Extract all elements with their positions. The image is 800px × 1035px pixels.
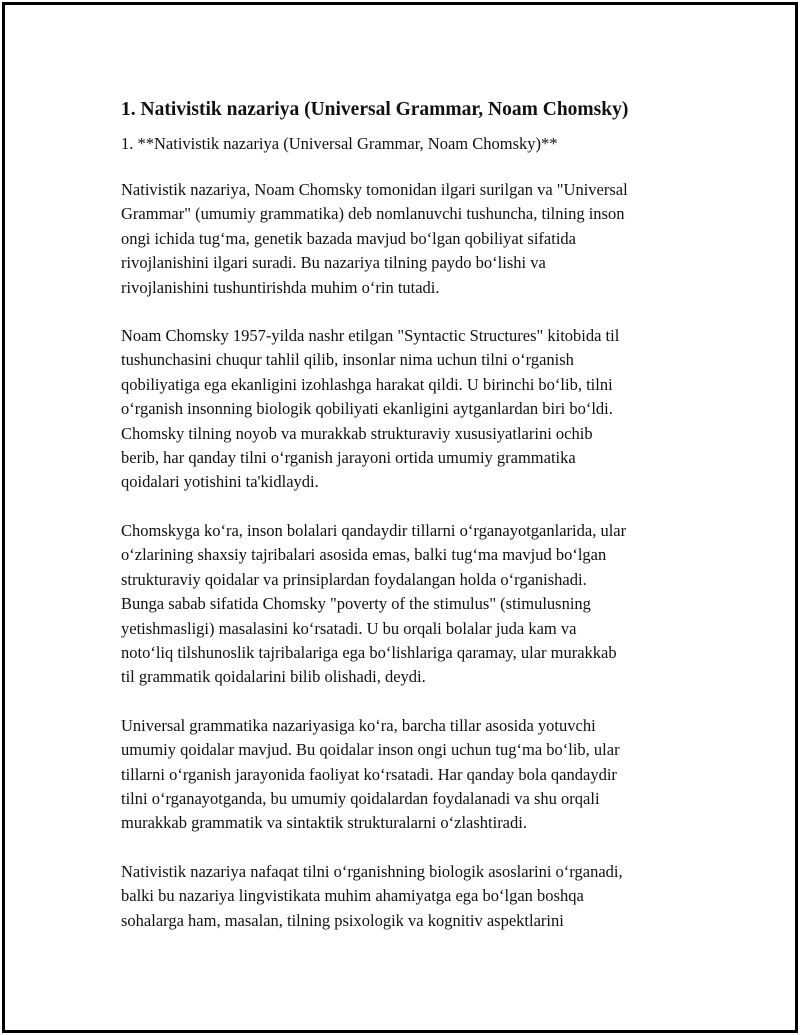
paragraph-line: Nativistik nazariya nafaqat tilni o‘rganishning biologik asoslarini o‘rganadi, [121,861,623,881]
paragraph-line: o‘zlarining shaxsiy tajribalari asosida emas, balki tug‘ma mavjud bo‘lgan [121,545,607,565]
paragraph-line: tilni o‘rganayotganda, bu umumiy qoidalardan foydalanadi va shu orqali [121,788,600,808]
paragraph-line: rivojlanishini tushuntirishda muhim o‘rin tutadi. [121,277,440,297]
paragraph-line: berib, har qanday tilni o‘rganish jarayoni ortida umumiy grammatika [121,448,576,468]
paragraph-3 [121,519,701,690]
paragraph-line: Chomsky tilning noyob va murakkab strukturaviy xususiyatlarini ochib [121,423,593,443]
paragraph-line: ongi ichida tug‘ma, genetik bazada mavjud bo‘lgan qobiliyat sifatida [121,228,576,248]
paragraph-1 [121,178,701,300]
paragraph-line: qobiliyatiga ega ekanligini izohlashga harakat qildi. U birinchi bo‘lib, tilni [121,374,613,394]
paragraph-line: Grammar" (umumiy grammatika) deb nomlanuvchi tushuncha, tilning inson [121,204,625,224]
paragraph-line: Universal grammatika nazariyasiga ko‘ra, barcha tillar asosida yotuvchi [121,715,596,735]
paragraph-line: rivojlanishini ilgari suradi. Bu nazariya tilning paydo bo‘lishi va [121,253,546,273]
paragraph-4 [121,714,701,836]
paragraph-line: umumiy qoidalar mavjud. Bu qoidalar inson ongi uchun tug‘ma bo‘lib, ular [121,740,620,760]
paragraph-2 [121,324,701,495]
paragraph-line: strukturaviy qoidalar va prinsiplardan foydalangan holda o‘rganishadi. [121,569,587,589]
page-frame [2,2,798,1033]
paragraph-line: Nativistik nazariya, Noam Chomsky tomonidan ilgari surilgan va "Universal [121,180,628,199]
paragraph-line: noto‘liq tilshunoslik tajribalariga ega bo‘lishlariga qaramay, ular murakkab [121,642,617,662]
paragraph-line: o‘rganish insonning biologik qobiliyati ekanligini aytganlardan biri bo‘ldi. [121,399,613,419]
document-title: 1. Nativistik nazariya (Universal Grammar, Noam Chomsky) [121,99,629,120]
document-body [121,97,701,957]
paragraph-line: qoidalari yotishini ta'kidlaydi. [121,472,319,492]
paragraph-line: Bunga sabab sifatida Chomsky "poverty of the stimulus" (stimulusning [121,594,591,614]
paragraph-line: balki bu nazariya lingvistikata muhim ahamiyatga ega bo‘lgan boshqa [121,886,584,906]
paragraph-line: tillarni o‘rganish jarayonida faoliyat ko‘rsatadi. Har qanday bola qandaydir [121,764,617,784]
document-subtitle: 1. **Nativistik nazariya (Universal Grammar, Noam Chomsky)** [121,134,558,153]
paragraph-line: yetishmasligi) masalasini ko‘rsatadi. U bu orqali bolalar juda kam va [121,618,577,638]
paragraph-line: murakkab grammatik va sintaktik strukturalarni o‘zlashtiradi. [121,813,527,833]
paragraph-line: tushunchasini chuqur tahlil qilib, insonlar nima uchun tilni o‘rganish [121,350,574,370]
paragraph-line: til grammatik qoidalarini bilib olishadi, deydi. [121,667,426,687]
paragraph-line: sohalarga ham, masalan, tilning psixologik va kognitiv aspektlarini [121,910,564,930]
paragraph-line: Chomskyga ko‘ra, inson bolalari qandaydir tillarni o‘rganayotganlarida, ular [121,520,627,540]
paragraph-5 [121,860,701,933]
paragraph-line: Noam Chomsky 1957-yilda nashr etilgan "Syntactic Structures" kitobida til [121,326,620,346]
